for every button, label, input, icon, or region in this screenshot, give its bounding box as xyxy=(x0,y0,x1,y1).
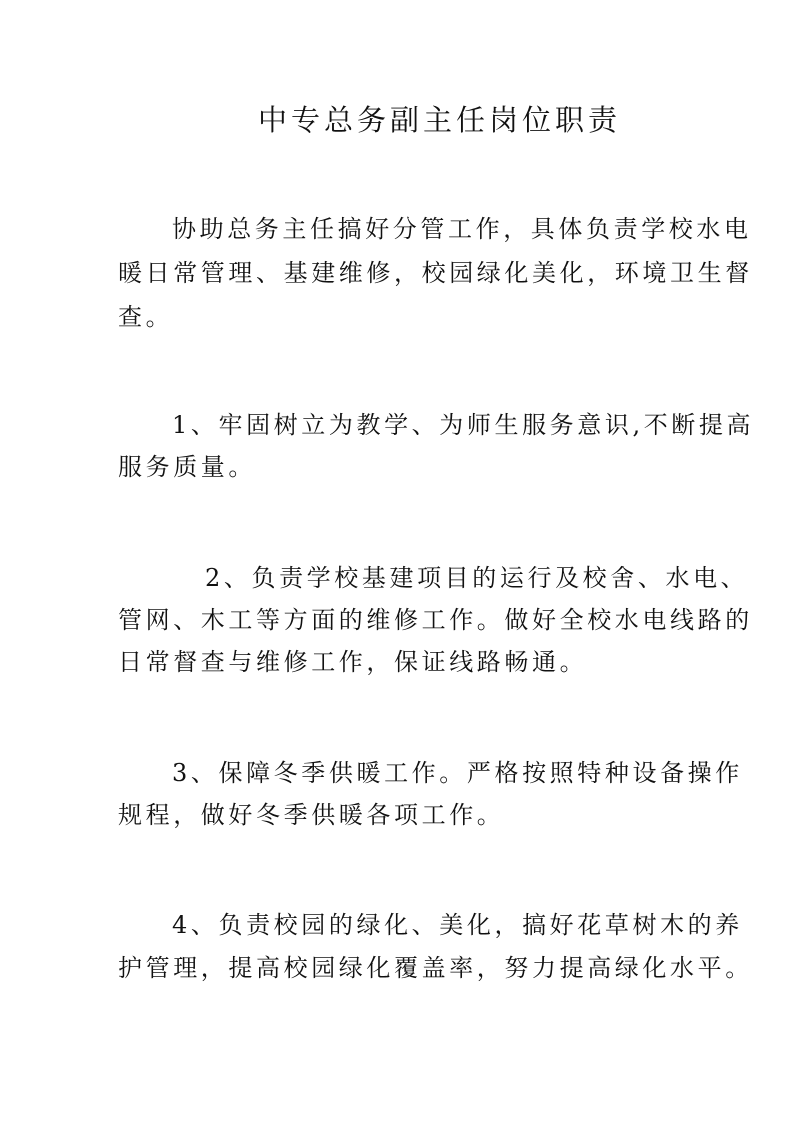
text-line: 3、保障冬季供暖工作。严格按照特种设备操作 xyxy=(172,759,743,787)
text-line: 护管理，提高校园绿化覆盖率，努力提高绿化水平。 xyxy=(118,954,753,982)
text-line: 服务质量。 xyxy=(118,453,256,481)
text-line: 1、牢固树立为教学、为师生服务意识,不断提高 xyxy=(172,411,755,439)
text-line: 查。 xyxy=(118,303,174,331)
text-line: 日常督查与维修工作，保证线路畅通。 xyxy=(118,648,588,676)
text-line: 4、负责校园的绿化、美化，搞好花草树木的养 xyxy=(172,911,743,939)
text-line: 管网、木工等方面的维修工作。做好全校水电线路的 xyxy=(118,606,753,634)
text-line: 协助总务主任搞好分管工作，具体负责学校水电 xyxy=(172,215,752,243)
text-line: 规程，做好冬季供暖各项工作。 xyxy=(118,801,505,829)
text-line: 暖日常管理、基建维修，校园绿化美化，环境卫生督 xyxy=(118,259,753,287)
document-title: 中专总务副主任岗位职责 xyxy=(258,103,622,137)
text-line: 2、负责学校基建项目的运行及校舍、水电、 xyxy=(205,564,749,592)
